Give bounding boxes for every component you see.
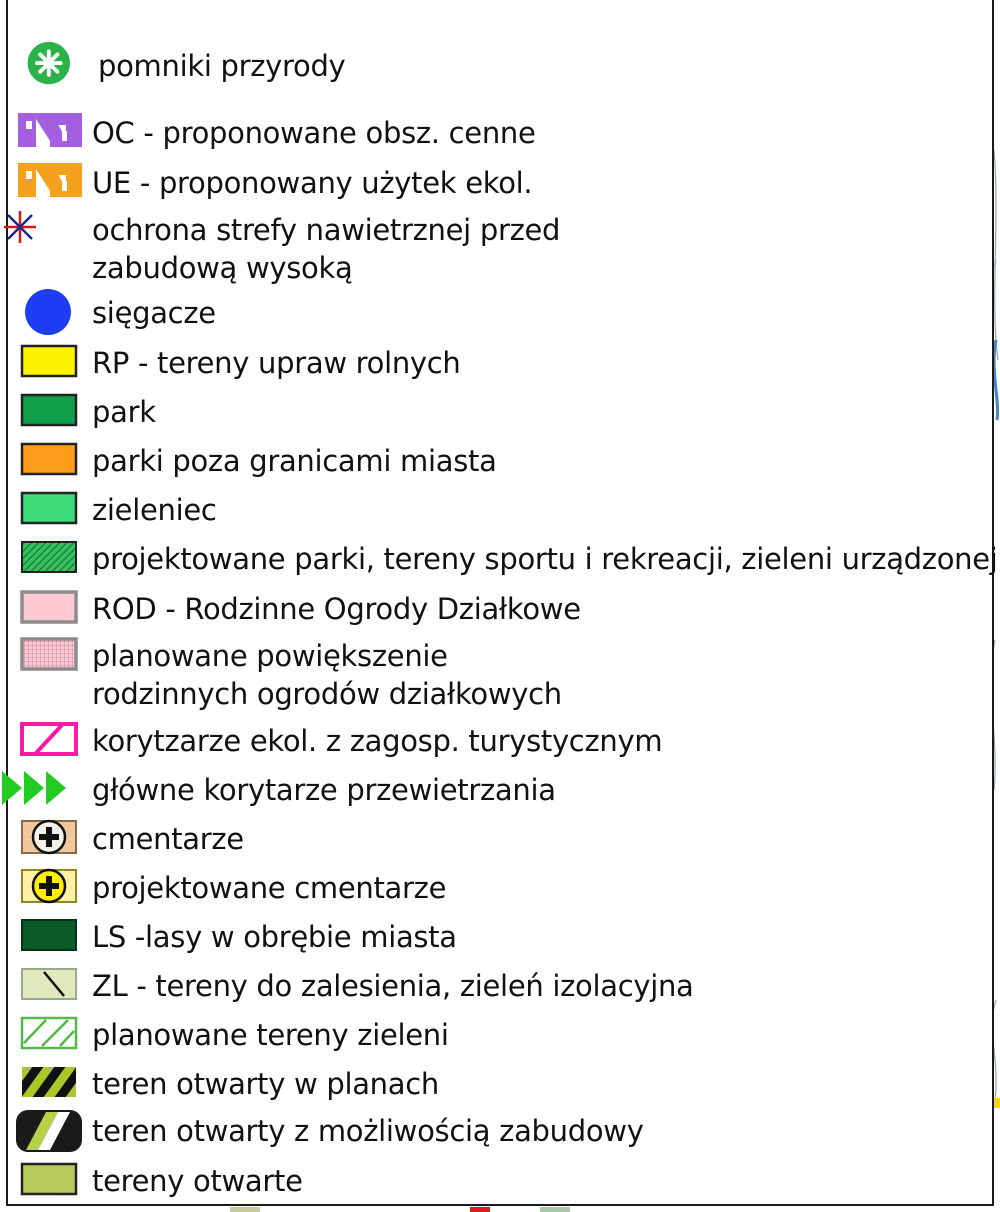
blue-circle-icon bbox=[8, 291, 88, 335]
legend-item-reach bbox=[8, 291, 988, 335]
legend-label: główne korytarze przewietrzania bbox=[92, 773, 556, 807]
map-legend bbox=[6, 0, 998, 1206]
legend-label: ZL - tereny do zalesienia, zieleń izolacyjna bbox=[92, 969, 694, 1003]
legend-item-ventilation bbox=[8, 768, 988, 812]
cemetery-cross-icon bbox=[8, 817, 88, 861]
legend-label-line2: rodzinnych ogrodów działkowych bbox=[92, 677, 562, 711]
legend-item-rod bbox=[8, 587, 988, 631]
legend-item-green-square bbox=[8, 488, 988, 532]
green-arrows-icon bbox=[8, 768, 88, 812]
legend-item-open-building bbox=[8, 1109, 988, 1153]
open-building-rounded-icon bbox=[8, 1109, 88, 1153]
legend-label: pomniki przyrody bbox=[98, 49, 346, 83]
pink-square-icon bbox=[8, 587, 88, 631]
legend-item-rp bbox=[8, 341, 988, 385]
legend-item-natural-monument bbox=[8, 45, 988, 101]
legend-label: LS -lasy w obrębie miasta bbox=[92, 920, 457, 954]
legend-label: RP - tereny upraw rolnych bbox=[92, 346, 461, 380]
legend-label: ROD - Rodzinne Ogrody Działkowe bbox=[92, 592, 581, 626]
legend-item-open-areas bbox=[8, 1161, 988, 1205]
ue-boundary-icon bbox=[8, 161, 88, 205]
legend-label: cmentarze bbox=[92, 822, 244, 856]
wind-zone-icon bbox=[8, 207, 88, 251]
legend-label: planowane tereny zieleni bbox=[92, 1018, 449, 1052]
hatched-green-square-icon bbox=[8, 537, 88, 581]
legend-item-cemetery bbox=[8, 817, 988, 861]
legend-label: ochrona strefy nawietrznej przed bbox=[92, 213, 561, 247]
legend-item-zl bbox=[8, 964, 988, 1008]
legend-item-ue bbox=[8, 161, 988, 205]
legend-label-line2: zabudową wysoką bbox=[92, 251, 353, 285]
legend-label: korytzarze ekol. z zagosp. turystycznym bbox=[92, 724, 663, 758]
legend-item-forest bbox=[8, 915, 988, 959]
legend-label: park bbox=[92, 395, 156, 429]
legend-item-oc bbox=[8, 111, 988, 155]
legend-label: projektowane cmentarze bbox=[92, 871, 447, 905]
green-square-icon bbox=[8, 390, 88, 434]
legend-label: projektowane parki, tereny sportu i rekreacji, zieleni urządzonej bbox=[92, 542, 998, 576]
legend-item-wind-zone bbox=[8, 207, 988, 287]
zl-diagonal-square-icon bbox=[8, 964, 88, 1008]
oc-boundary-icon bbox=[8, 111, 88, 155]
legend-label: tereny otwarte bbox=[92, 1164, 303, 1198]
legend-item-rod-planned bbox=[8, 633, 988, 713]
legend-label: OC - proponowane obsz. cenne bbox=[92, 116, 536, 150]
orange-square-icon bbox=[8, 439, 88, 483]
legend-item-park bbox=[8, 390, 988, 434]
legend-label: planowane powiększenie bbox=[92, 639, 448, 673]
legend-item-planned-parks bbox=[8, 537, 998, 581]
legend-label: UE - proponowany użytek ekol. bbox=[92, 166, 533, 200]
natural-monument-icon bbox=[8, 45, 88, 89]
black-olive-stripes-icon bbox=[8, 1062, 88, 1106]
legend-label: parki poza granicami miasta bbox=[92, 444, 497, 478]
yellow-square-icon bbox=[8, 341, 88, 385]
legend-label: teren otwarty w planach bbox=[92, 1067, 439, 1101]
legend-label: teren otwarty z możliwością zabudowy bbox=[92, 1114, 644, 1148]
legend-label: sięgacze bbox=[92, 296, 216, 330]
planned-cemetery-cross-icon bbox=[8, 866, 88, 910]
legend-item-planned-cemetery bbox=[8, 866, 988, 910]
magenta-slash-square-icon bbox=[8, 719, 88, 763]
legend-item-planned-green bbox=[8, 1013, 988, 1057]
legend-item-open-plans bbox=[8, 1062, 988, 1106]
olive-square-icon bbox=[8, 1161, 88, 1205]
legend-item-parks-outside bbox=[8, 439, 988, 483]
light-green-square-icon bbox=[8, 488, 88, 532]
legend-label: zieleniec bbox=[92, 493, 217, 527]
pink-grid-square-icon bbox=[8, 633, 88, 677]
legend-item-corridor-tourism bbox=[8, 719, 988, 763]
green-hatch-square-icon bbox=[8, 1013, 88, 1057]
dark-green-square-icon bbox=[8, 915, 88, 959]
